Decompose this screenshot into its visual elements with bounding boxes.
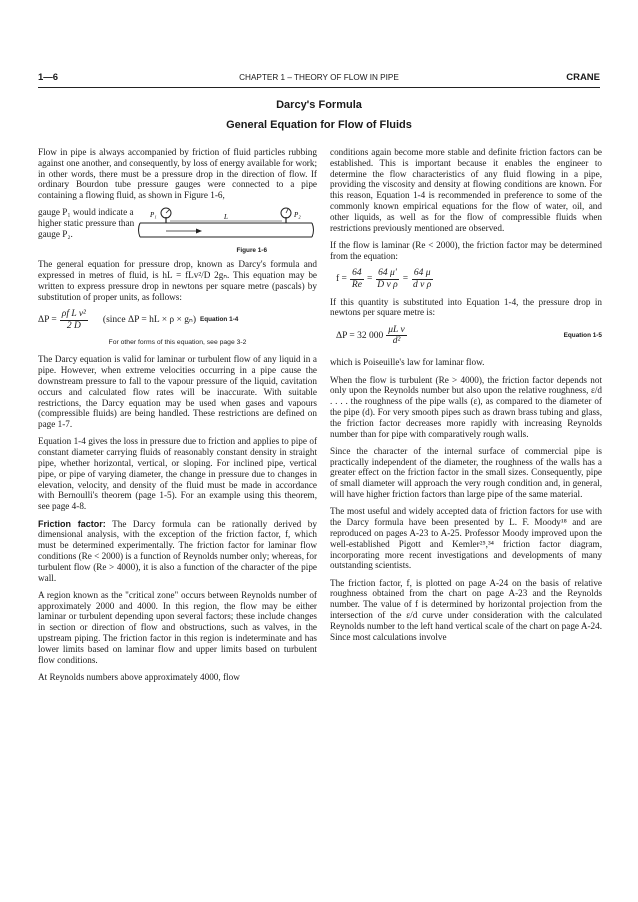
brand-name: CRANE	[566, 72, 600, 83]
equation-numerator: ρf L v²	[61, 308, 86, 319]
paragraph: The friction factor, f, is plotted on page A-24 on the basis of relative roughness obtained from the chart on page A-23 and the Reynolds number. The value of f is determined by horizontal projection from the intersection of the ε/d curve under consideration with the calculated Reynolds number to the left hand vertical scale of the chart on page A-24. Since most calculations involve	[330, 577, 602, 642]
paragraph: A region known as the "critical zone" occurs between Reynolds number of approximately 2000 and 4000. In this region, the flow may be either laminar or turbulent depending upon several factors; these include changes in section or direction of flow and obstructions, such as valves, in the upstream piping. The friction factor in this region is indeterminate and has lower limits based on laminar flow and upper limits based on turbulent flow conditions.	[38, 589, 317, 665]
equation-label: Equation 1-4	[199, 315, 239, 323]
equals-sign: =	[366, 273, 373, 284]
paragraph: The Darcy equation is valid for laminar or turbulent flow of any liquid in a pipe. However, when extreme velocities occurring in a pipe cause the downstream pressure to fall to the vapour pressure of the liquid, cavitation occurs and calculated flow rates will be inaccurate. With suitable restrictions, the Darcy equation may be used when gases and vapours (compressible fluids) are being handled. These restrictions are defined on page 1-7.	[38, 354, 317, 430]
paragraph: The most useful and widely accepted data of friction factors for use with the Darcy formula have been presented by L. F. Moody¹⁸ and are reproduced on pages A-23 to A-25. Professor Moody improved upon the well-established Pigott and Kemler²⁵,³⁴ friction factor diagram, incorporating more recent investigations and developments of many outstanding scientists.	[330, 506, 602, 571]
equation-denominator: D v ρ	[377, 279, 398, 290]
equation-denominator: Re	[351, 279, 362, 290]
figure-text: gauge P₁ would indicate a higher static pressure than gauge P₂.	[38, 207, 135, 240]
equation-1-5	[336, 325, 602, 348]
pipe-gauge-diagram	[136, 207, 316, 245]
gauge-p2-label: P₂	[294, 211, 301, 220]
equation-1-4	[38, 309, 317, 332]
equation-fraction	[386, 325, 406, 348]
equation-label: Equation 1-5	[563, 331, 602, 339]
paragraph: If the flow is laminar (Re < 2000), the friction factor may be determined from the equation:	[330, 239, 602, 261]
left-column	[38, 147, 317, 689]
equation-numerator: μL v	[388, 324, 405, 335]
equation-lhs: ΔP =	[38, 314, 57, 325]
paragraph: At Reynolds numbers above approximately 4000, flow	[38, 671, 240, 682]
length-label: L	[224, 213, 228, 222]
equation-numerator: 64	[352, 267, 362, 278]
equation-denominator: d²	[392, 336, 401, 347]
figure-1-6	[38, 207, 317, 245]
section-heading: Friction factor:	[38, 518, 106, 529]
friction-factor-equation	[336, 268, 602, 291]
equation-numerator: 64 μ'	[378, 267, 397, 278]
equation-fraction	[411, 268, 433, 291]
paragraph-text: The Darcy formula can be rationally derived by dimensional analysis, with the exception of the friction factor, f, which must be determined experimentally. The friction factor for laminar flow conditions (Re < 2000) is a function of Reynolds number only; whereas, for turbulent flow (Re > 4000), it is also a function of the character of the pipe wall.	[38, 518, 317, 583]
page-title: Darcy's Formula	[276, 99, 362, 111]
paragraph: If this quantity is substituted into Equation 1-4, the pressure drop in newtons per square metre is:	[330, 296, 602, 318]
page-number: 1—6	[38, 72, 59, 83]
paragraph: Flow in pipe is always accompanied by friction of fluid particles rubbing against one another, and consequently, by loss of energy available for work; in other words, there must be a pressure drop in the direction of flow. If ordinary Bourdon tube pressure gauges were connected to a pipe containing a flowing fluid, as shown in Figure 1-6,	[38, 147, 317, 201]
paragraph: Since the character of the internal surface of commercial pipe is practically independent of the diameter, the roughness of the walls has a greater effect on the friction factor in the small sizes. Consequently, pipe of small diameter will approach the very rough condition and, in general, will have higher friction factors than large pipe of the same material.	[330, 445, 602, 500]
equation-lhs: ΔP = 32 000	[336, 330, 384, 341]
pipe-left-break	[139, 223, 141, 237]
paragraph: Equation 1-4 gives the loss in pressure due to friction and applies to pipe of constant diameter carrying fluids of reasonably constant density in straight pipe, whether horizontal, vertical, or sloping. For inclined pipe, vertical pipe, or pipe of varying diameter, the change in pressure due to changes in elevation, velocity, and density of the fluid must be made in accordance with Bernoulli's theorem (page 1-5). For an example using this theorem, see page 4-8.	[38, 436, 317, 512]
paragraph: which is Poiseuille's law for laminar flow.	[330, 357, 485, 368]
cross-reference-note: For other forms of this equation, see page 3-2	[108, 338, 247, 346]
equation-numerator: 64 μ	[413, 267, 431, 278]
gauge-p1-label: P₁	[150, 211, 157, 220]
paragraph: When the flow is turbulent (Re > 4000), the friction factor depends not only upon the Reynolds number but also upon the relative roughness, ε/d . . . . the roughness of the pipe walls (ε), as compared to the diameter of the pipe (d). For very smooth pipes such as drawn brass tubing and glass, the friction factor decreases more rapidly with increasing Reynolds number than for pipe with comparatively rough walls.	[330, 374, 602, 439]
right-column	[330, 147, 602, 649]
paragraph-friction-factor	[38, 519, 317, 584]
equation-lhs: f =	[336, 273, 347, 284]
chapter-title: CHAPTER 1 – THEORY OF FLOW IN PIPE	[239, 73, 399, 82]
pipe-right-break	[312, 223, 314, 237]
equation-denominator: 2 D	[66, 320, 81, 331]
page-header	[38, 72, 600, 86]
equation-fraction	[375, 268, 399, 291]
page-subtitle: General Equation for Flow of Fluids	[226, 119, 412, 131]
paragraph: conditions again become more stable and definite friction factors can be established. This is important because it enables the engineer to determine the flow characteristics of any fluid flowing in a pipe, providing the viscosity and density at flowing conditions are known. For this reason, Equation 1-4 is recommended in preference to some of the commonly known empirical equations for the flow of water, oil, and other liquids, as well as for the flow of compressible fluids when restrictions previously mentioned are observed.	[330, 147, 602, 233]
equation-denominator: d v ρ	[413, 279, 432, 290]
equation-fraction	[60, 309, 88, 332]
figure-caption: Figure 1-6	[236, 247, 267, 255]
flow-arrow-head	[196, 229, 202, 234]
equation-note: (since ΔP = hL × ρ × gₙ)	[102, 314, 196, 325]
equals-sign: =	[402, 273, 409, 284]
header-rule	[38, 87, 600, 88]
equation-fraction	[350, 268, 364, 291]
paragraph: The general equation for pressure drop, known as Darcy's formula and expressed in metres of fluid, is hL = fLv²/D 2gₙ. This equation may be written to express pressure drop in newtons per square metre (pascals) by substitution of proper units, as follows:	[38, 259, 317, 302]
